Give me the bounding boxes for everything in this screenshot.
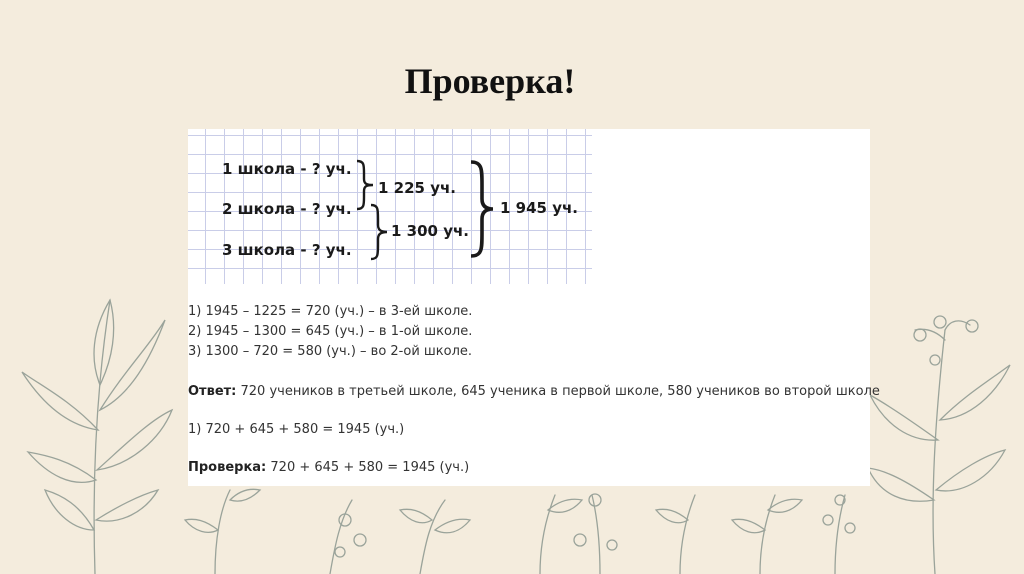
slide-title: Проверка! (404, 61, 576, 101)
answer-label: Ответ: (188, 384, 237, 399)
answer-line (188, 384, 880, 399)
school-1-label: 1 школа - ? уч. (222, 160, 352, 178)
school-3-label: 3 школа - ? уч. (222, 241, 352, 259)
solution-step-3: 3) 1300 – 720 = 580 (уч.) – во 2-ой школе. (188, 344, 473, 359)
diagram-grid (188, 129, 592, 284)
answer-text: 720 учеников в третьей школе, 645 ученика в первой школе, 580 учеников во второй школе (236, 384, 880, 399)
check-line (188, 460, 469, 475)
solution-step-2: 2) 1945 – 1300 = 645 (уч.) – в 1-ой школе. (188, 324, 473, 339)
solution-step-1: 1) 1945 – 1225 = 720 (уч.) – в 3-ей школе. (188, 304, 473, 319)
total-label: 1 945 уч. (500, 199, 578, 217)
sum-2-3-label: 1 300 уч. (391, 222, 469, 240)
check-text: 720 + 645 + 580 = 1945 (уч.) (266, 460, 470, 475)
brace-total-icon (468, 159, 496, 259)
school-2-label: 2 школа - ? уч. (222, 200, 352, 218)
content-panel (188, 129, 880, 486)
brace-2-3-icon (368, 203, 390, 261)
check-step: 1) 720 + 645 + 580 = 1945 (уч.) (188, 422, 405, 437)
sum-1-2-label: 1 225 уч. (378, 179, 456, 197)
check-label: Проверка: (188, 460, 267, 475)
